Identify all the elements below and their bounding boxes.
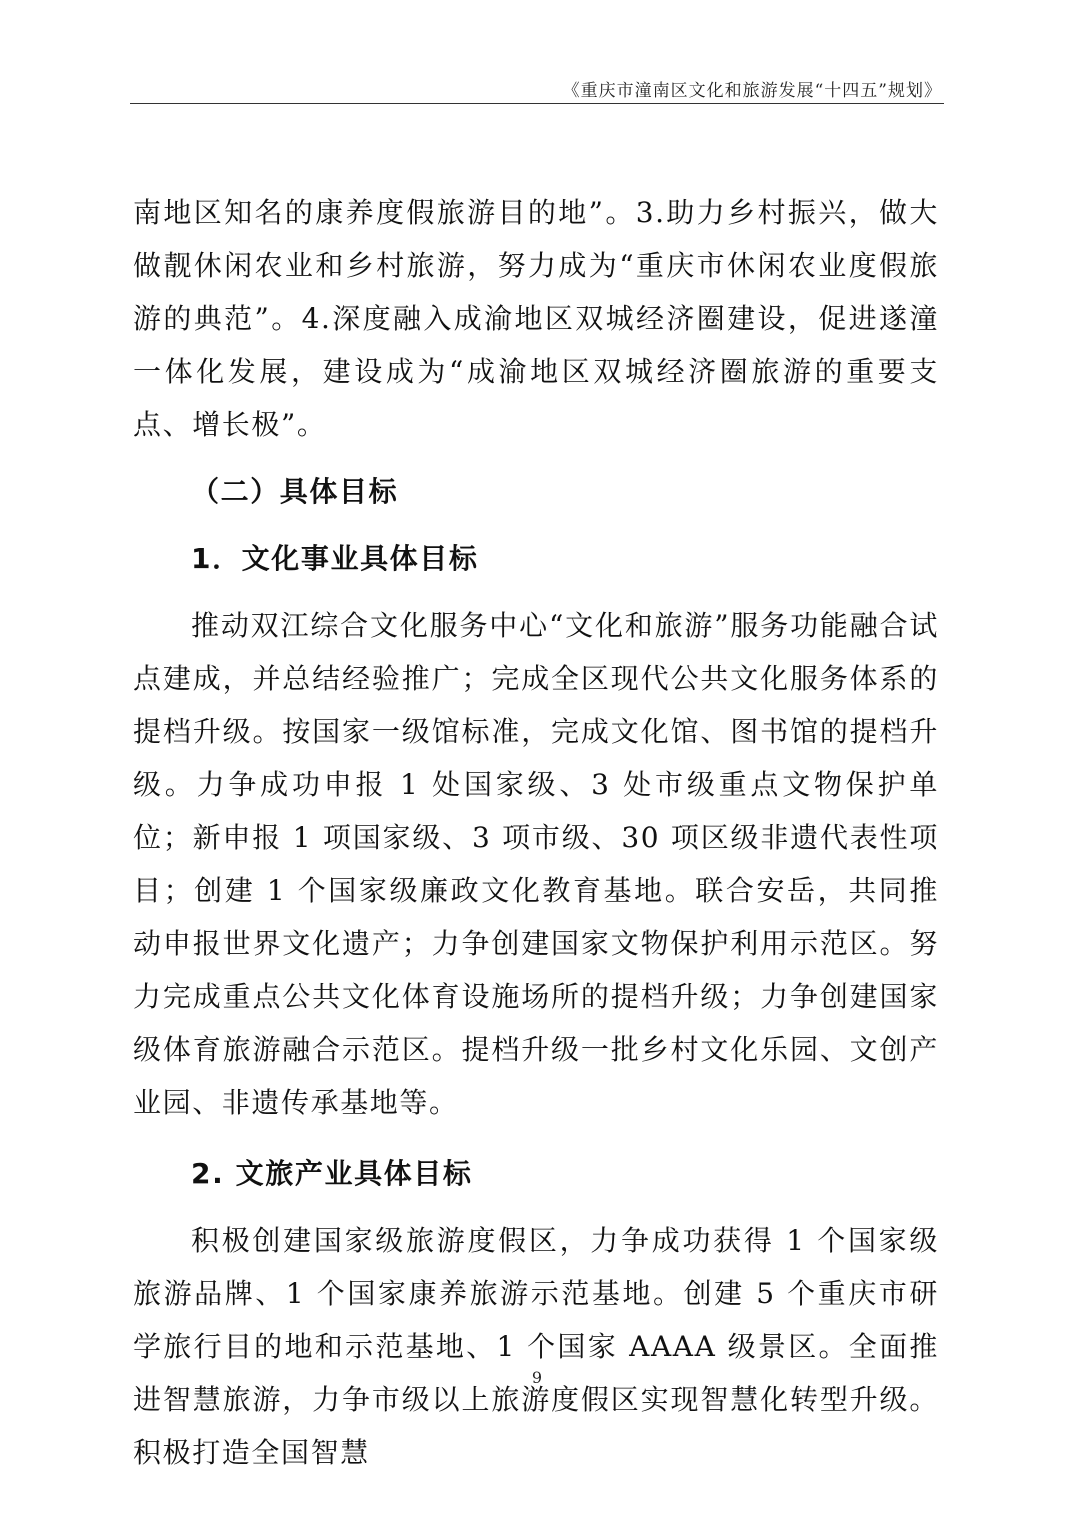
continuation-paragraph: 南地区知名的康养度假旅游目的地”。3.助力乡村振兴，做大做靓休闲农业和乡村旅游，努力成为“重庆市休闲农业度假旅游的典范”。4.深度融入成渝地区双城经济圈建设，促进遂潼一体化发展，建设成为“成渝地区双城经济圈旅游的重要支点、增长极”。 [133, 196, 939, 441]
spacer [133, 1129, 939, 1147]
culture-paragraph: 推动双江综合文化服务中心“文化和旅游”服务功能融合试点建成，并总结经验推广；完成全区现代公共文化服务体系的提档升级。按国家一级馆标准，完成文化馆、图书馆的提档升级。力争成功申报 1 处国家级、3 处市级重点文物保护单位；新申报 1 项国家级、3 项市级、30 项区级非遗代表性项目；创建 1 个国家级廉政文化教育基地。联合安岳，共同推动申报世界文化遗产；力争创建国家文物保护利用示范区。努力完成重点公共文化体育设施场所的提档升级；力争创建国家级体育旅游融合示范区。提档升级一批乡村文化乐园、文创产业园、非遗传承基地等。 [133, 609, 939, 1119]
spacer [133, 451, 939, 465]
running-header-title: 《重庆市潼南区文化和旅游发展“十四五”规划》 [562, 81, 942, 101]
document-body [133, 186, 939, 1479]
tourism-paragraph: 积极创建国家级旅游度假区，力争成功获得 1 个国家级旅游品牌、1 个国家康养旅游示范基地。创建 5 个重庆市研学旅行目的地和示范基地、1 个国家 AAAA 级景区。全面推进智慧旅游，力争市级以上旅游度假区实现智慧化转型升级。积极打造全国智慧 [133, 1224, 939, 1469]
section-heading: （二）具体目标 [191, 475, 399, 508]
subsection-heading-tourism: 2. 文旅产业具体目标 [191, 1157, 473, 1190]
header-divider [130, 103, 944, 104]
page-number: 9 [531, 1368, 543, 1387]
subsection-heading-culture: 1．文化事业具体目标 [191, 542, 479, 575]
spacer [133, 585, 939, 599]
spacer [133, 518, 939, 532]
spacer [133, 1200, 939, 1214]
